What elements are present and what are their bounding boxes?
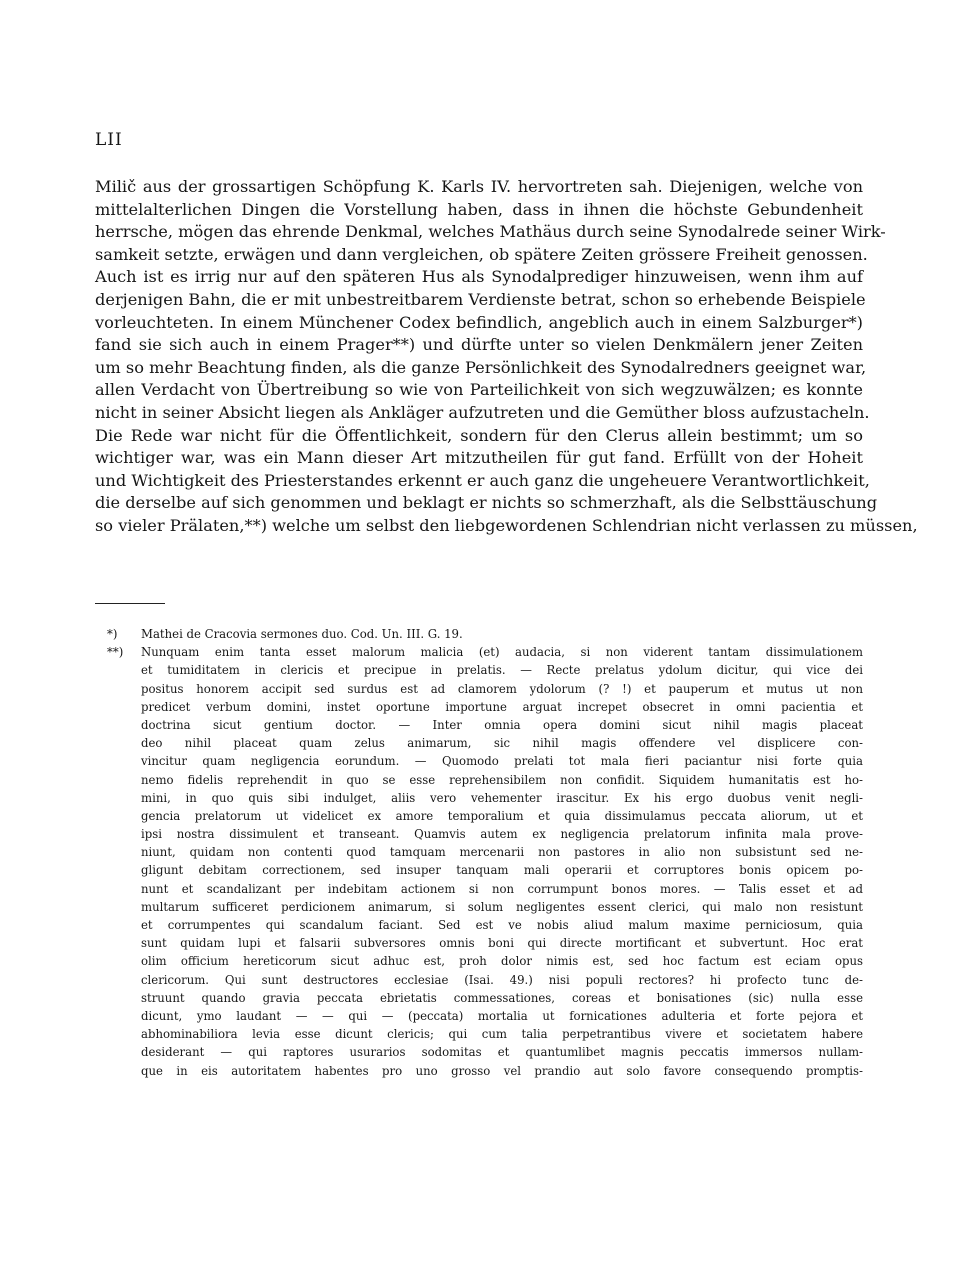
footnote-divider: [95, 603, 165, 604]
text-line: fand sie sich auch in einem Prager**) und dürfte unter so vielen Denkmälern jener Zeiten: [95, 335, 863, 355]
text-line: wichtiger war, was ein Mann dieser Art mitzutheilen für gut fand. Erfüllt von der Hoheit: [95, 448, 863, 468]
footnote-text: Mathei de Cracovia sermones duo. Cod. Un. III. G. 19.: [141, 627, 463, 641]
text-line: vorleuchteten. In einem Münchener Codex befindlich, angeblich auch in einem Salzburger*): [95, 312, 863, 332]
text-line: Milič aus der grossartigen Schöpfung K. Karls IV. hervortreten sah. Diejenigen, welche von: [95, 177, 863, 196]
footnote-marker: **): [107, 645, 124, 660]
footnote-line: deo nihil placeat quam zelus animarum, sic nihil magis offendere vel displicere con-: [141, 736, 863, 751]
text-line: nicht in seiner Absicht liegen als Ankläger aufzutreten und die Gemüther bloss aufzustacheln.: [95, 402, 870, 422]
footnote-text: Nunquam enim tanta esset malorum malicia (et) audacia, si non viderent tantam dissimulationem: [141, 645, 863, 660]
text-line: samkeit setzte, erwägen und dann vergleichen, ob spätere Zeiten grössere Freiheit genossen.: [95, 244, 868, 264]
text-line: Die Rede war nicht für die Öffentlichkeit, sondern für den Clerus allein bestimmt; um so: [95, 425, 863, 445]
footnote-line: sunt quidam lupi et falsarii subversores omnis boni qui directe mortificant et subvertunt. Hoc erat: [141, 936, 863, 951]
text-line: und Wichtigkeit des Priesterstandes erkennt er auch ganz die ungeheuere Verantwortlichkeit,: [95, 470, 870, 490]
footnote-line: struunt quando gravia peccata ebrietatis commessationes, coreas et bonisationes (sic) nulla esse: [141, 990, 863, 1005]
footnote-line: abhominabiliora levia esse dicunt clericis; qui cum talia perpetrantibus vivere et societatem habere: [141, 1027, 863, 1042]
page-number: LII: [95, 130, 123, 150]
footnote-line: niunt, quidam non contenti quod tamquam mercenarii non pastores in alio non subsistunt sed ne-: [141, 845, 863, 860]
footnote-line: que in eis autoritatem habentes pro uno grosso vel prandio aut solo favore consequendo promptis-: [141, 1063, 863, 1078]
footnote-line: mini, in quo quis sibi indulget, aliis vero vehementer irascitur. Ex his ergo duobus venit negli-: [141, 790, 863, 805]
footnote-line: gencia prelatorum ut videlicet ex amore temporalium et quia dissimulamus peccata aliorum, ut et: [141, 808, 863, 823]
footnote-line: doctrina sicut gentium doctor. — Inter omnia opera domini sicut nihil magis placeat: [141, 717, 863, 732]
text-line: um so mehr Beachtung finden, als die ganze Persönlichkeit des Synodalredners geeignet war,: [95, 357, 867, 377]
footnote-line: positus honorem accipit sed surdus est ad clamorem ydolorum (? !) et pauperum et mutus ut non: [141, 681, 863, 696]
footnote-line: ipsi nostra dissimulent et transeant. Quamvis autem ex negligencia prelatorum infinita mala prove-: [141, 827, 863, 842]
text-line: allen Verdacht von Übertreibung so wie von Parteilichkeit von sich wegzuwälzen; es konnte: [95, 380, 863, 400]
footnote-line: olim officium hereticorum sicut adhuc est, proh dolor nimis est, sed hoc factum est eciam opus: [141, 954, 863, 969]
text-line: Auch ist es irrig nur auf den späteren Hus als Synodalprediger hinzuweisen, wenn ihm auf: [95, 267, 863, 287]
main-text: [95, 176, 918, 538]
footnote-line: et corrumpentes qui scandalum faciant. Sed est ve nobis aliud malum maxime perniciosum, quia: [141, 918, 863, 932]
footnote-line: nunt et scandalizant per indebitam actionem si non corrumpunt bonos mores. — Talis esset et ad: [141, 881, 863, 896]
text-line: mittelalterlichen Dingen die Vorstellung haben, dass in ihnen die höchste Gebundenheit: [95, 199, 863, 219]
footnote-marker: *): [107, 627, 118, 641]
footnotes: [95, 625, 863, 1080]
footnote-line: gligunt debitam correctionem, sed insuper tanquam mali operarii et corruptores bonis opicem po-: [141, 863, 863, 878]
footnote-line: predicet verbum domini, instet oportune importune arguat increpet obsecret in omni pacientia et: [141, 699, 863, 714]
text-line: die derselbe auf sich genommen und beklagt er nichts so schmerzhaft, als die Selbsttäuschung: [95, 493, 878, 513]
footnote-line: et tumiditatem in clericis et precipue in prelatis. — Recte prelatus ydolum dicitur, qui vice dei: [141, 663, 863, 678]
footnote-line: vincitur quam negligencia eorundum. — Quomodo prelati tot mala fieri paciantur nisi forte quia: [141, 754, 863, 769]
footnote-line: clericorum. Qui sunt destructores ecclesiae (Isai. 49.) nisi populi rectores? hi profecto tunc de-: [141, 972, 863, 987]
footnote-line: [95, 625, 863, 643]
footnote-line: desiderant — qui raptores usurarios sodomitas et quantumlibet magnis peccatis immersos nullam-: [141, 1045, 863, 1060]
footnote-line: multarum sufficeret perdicionem animarum, si solum negligentes essent clerici, qui malo non resistunt: [141, 899, 863, 914]
footnote-line: dicunt, ymo laudant — — qui — (peccata) mortalia ut fornicationes adulteria et forte pejora et: [141, 1008, 863, 1023]
text-line: so vieler Prälaten,**) welche um selbst den liebgewordenen Schlendrian nicht verlassen zu müssen,: [95, 515, 918, 535]
footnote-line: nemo fidelis reprehendit in quo se esse reprehensibilem non confidit. Siquidem humanitatis est ho-: [141, 772, 863, 787]
text-line: derjenigen Bahn, die er mit unbestreitbarem Verdienste betrat, schon so erhebende Beispiele: [95, 289, 866, 309]
text-line: herrsche, mögen das ehrende Denkmal, welches Mathäus durch seine Synodalrede seiner Wirk-: [95, 222, 886, 242]
footnote-line: [95, 643, 863, 661]
